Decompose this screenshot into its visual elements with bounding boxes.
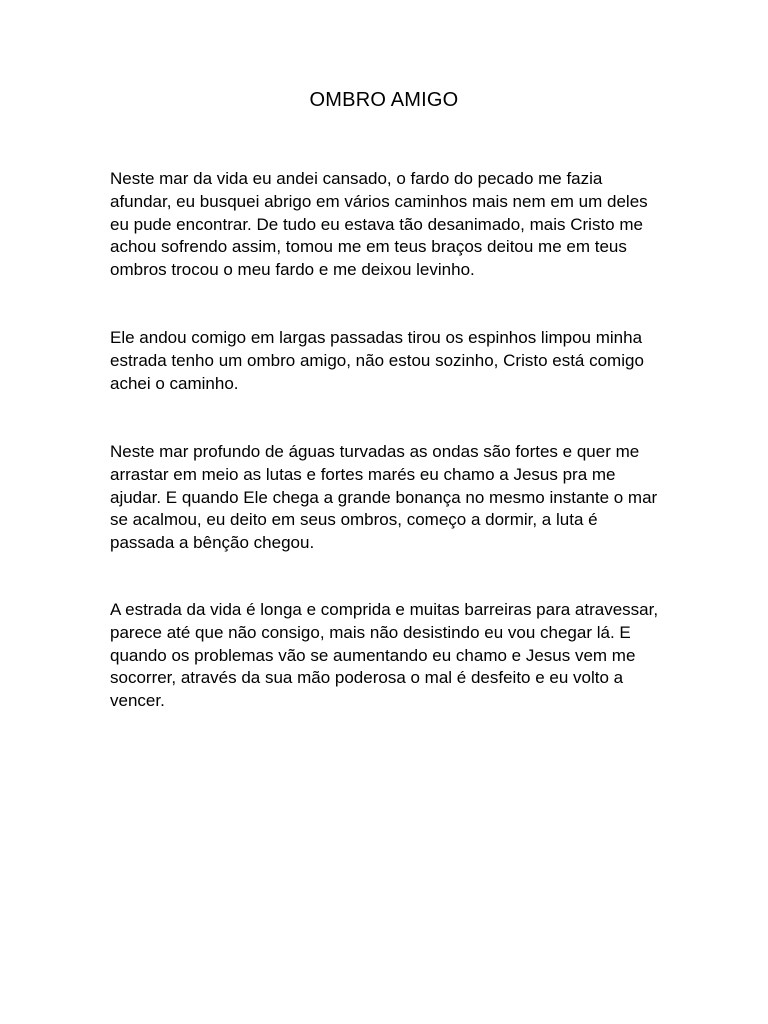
paragraph-4: A estrada da vida é longa e comprida e muitas barreiras para atravessar, parece até que não consigo, mais não desistindo eu vou chegar lá. E quando os problemas vão se aumentando eu chamo e Jesus vem me socorrer, através da sua mão poderosa o mal é desfeito e eu volto a vencer. — [110, 600, 659, 711]
paragraph-3: Neste mar profundo de águas turvadas as ondas são fortes e quer me arrastar em meio as lutas e fortes marés eu chamo a Jesus pra me ajudar. E quando Ele chega a grande bonança no mesmo instante o mar se acalmou, eu deito em seus ombros, começo a dormir, a luta é passada a bênção chegou. — [110, 442, 658, 553]
paragraph-1: Neste mar da vida eu andei cansado, o fardo do pecado me fazia afundar, eu busquei abrigo em vários caminhos mais nem em um deles eu pude encontrar. De tudo eu estava tão desanimado, mais Cristo me achou sofrendo assim, tomou me em teus braços deitou me em teus ombros trocou o meu fardo e me deixou levinho. — [110, 169, 648, 280]
document-title: OMBRO AMIGO — [309, 89, 459, 111]
paragraph-2: Ele andou comigo em largas passadas tirou os espinhos limpou minha estrada tenho um ombro amigo, não estou sozinho, Cristo está comigo achei o caminho. — [110, 328, 644, 393]
